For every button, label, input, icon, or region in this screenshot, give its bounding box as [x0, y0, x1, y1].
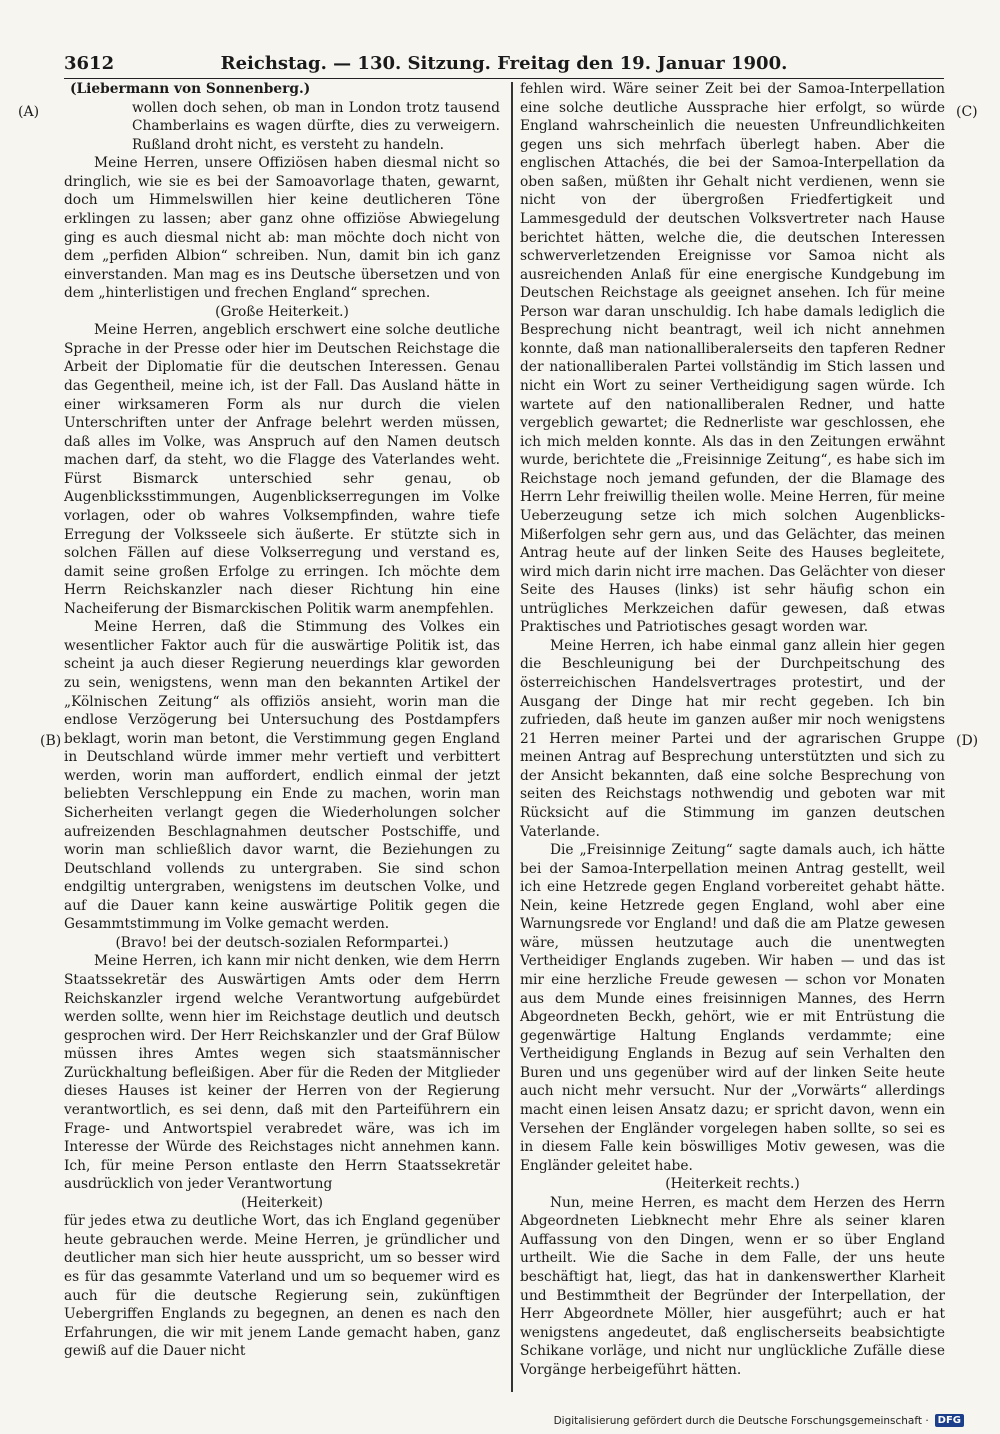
running-head: Reichstag. — 130. Sitzung. Freitag den 19. Januar 1900.	[220, 53, 788, 74]
paragraph: Meine Herren, unsere Offiziösen haben diesmal nicht so dringlich, wie sie es bei der Samoavorlage thaten, gewarnt, doch um Himmelswillen hier keine deutlicheren Töne erklingen zu lassen; aber ganz ohne offiziöse Abwiegelung ging es auch diesmal nicht ab: man möchte doch nicht von dem „perfiden Albion“ schreiben. Nun, damit bin ich ganz einverstanden. Man mag es ins Deutsche übersetzen und von dem „hinterlistigen und frechen England“ sprechen.	[64, 155, 500, 302]
paragraph: Meine Herren, angeblich erschwert eine solche deutliche Sprache in der Presse oder hier im Deutschen Reichstage die Arbeit der Diplomatie für die deutschen Interessen. Genau das Gegentheil, meine ich, ist der Fall. Das Ausland hätte in einer wirksameren Form als nur durch die vielen Unterschriften unter der Anfrage belehrt werden müssen, daß alles im Volke, was Anspruch auf den Namen deutsch machen darf, da steht, wo die Flagge des Vaterlandes weht. Fürst Bismarck unterschied sehr genau, ob Augenblicksstimmungen, Augenblickserregungen im Volke vorlagen, oder ob wahres Volksempfinden, wahre tiefe Erregung der Volksseele sich äußerte. Er stützte sich in solchen Fällen auf diese Volkserregung und verstand es, damit seine großen Erfolge zu erringen. Ich möchte dem Herrn Reichskanzler nach dieser Richtung hin eine Nacheiferung der Bismarckischen Politik warm anempfehlen.	[64, 322, 500, 617]
paragraph: Die „Freisinnige Zeitung“ sagte damals auch, ich hätte bei der Samoa-Interpellation meinen Antrag gestellt, weil ich eine Hetzrede gegen England vorbereitet gehabt hätte. Nein, keine Hetzrede gegen England, wohl aber eine Warnungsrede vor England! und daß die am Platze gewesen wäre, müssen heutzutage auch die unentwegten Vertheidiger Englands zugeben. Wir haben — und das ist mir eine herzliche Freude gewesen — schon vor Monaten aus dem Munde eines freisinnigen Mannes, des Herrn Abgeordneten Beckh, gehört, wie er mit Entrüstung die gegenwärtige Haltung Englands verdammte; eine Vertheidigung Englands in Bezug auf sein Verhalten den Buren und uns gegenüber wird auf der linken Seite heute auch nicht mehr versucht. Nur der „Vorwärts“ allerdings macht einen leisen Ansatz dazu; er spricht davon, wenn ein Versehen der Engländer vorgelegen haben sollte, so sei es in diesem Falle kein böswilliges Motiv gewesen, was die Engländer geleitet habe.	[520, 842, 945, 1174]
interjection: (Bravo! bei der deutsch-sozialen Reformpartei.)	[115, 934, 449, 951]
right-column	[520, 80, 945, 1379]
dfg-logo-icon: DFG	[935, 1414, 964, 1427]
margin-mark-b: (B)	[40, 733, 62, 749]
paragraph: Meine Herren, ich habe einmal ganz allein hier gegen die Beschleunigung bei der Durchpeitschung des österreichischen Handelsvertrages protestirt, und der Ausgang der Dinge hat mir recht gegeben. Ich bin zufrieden, daß heute im ganzen außer mir noch wenigstens 21 Herren meiner Partei und der agrarischen Gruppe meinen Antrag auf Besprechung unterstützten und sich zu der Ansicht bekannten, daß eine solche Besprechung von seiten des Reichstags nothwendig und geboten war mit Rücksicht auf die Stimmung im ganzen deutschen Vaterlande.	[520, 637, 945, 840]
margin-mark-d: (D)	[956, 733, 979, 749]
page-header	[64, 50, 944, 79]
margin-mark-c: (C)	[956, 104, 978, 120]
paragraph: fehlen wird. Wäre seiner Zeit bei der Samoa-Interpellation eine solche deutliche Aussprache hier erfolgt, so würde England wahrscheinlich die neuesten Unfreundlichkeiten gegen uns sich mehrfach überlegt haben. Aber die englischen Attachés, die bei der Samoa-Interpellation da oben saßen, müßten ihr Gehalt nicht verdienen, wenn sie nicht von der übergroßen Friedfertigkeit und Lammesgeduld der deutschen Volksvertreter nach Hause berichtet hätten, welche die, die deutschen Interessen schwerverletzenden Ereignisse vor Samoa nicht als ausreichenden Anlaß für eine energische Kundgebung im Deutschen Reichstage als geeignet ansehen. Ich für meine Person war daran unschuldig. Ich habe damals lediglich die Besprechung nicht beantragt, weil ich nicht annehmen konnte, daß man nationalliberalerseits den tapferen Redner der nationalliberalen Partei vollständig im Stich lassen und nicht ein Wort zu seiner Vertheidigung sagen würde. Ich wartete auf den nationalliberalen Redner, und hatte vergeblich gewartet; die Rednerliste war geschlossen, ehe ich mich melden konnte. Als das in den Zeitungen erwähnt wurde, berichtete die „Freisinnige Zeitung“, es habe sich im Reichstage noch jemand gefunden, der die Blamage des Herrn Lehr freiwillig theilen wolle. Meine Herren, für meine Ueberzeugung setze ich mich solchen Augenblicks-Mißerfolgen sehr gern aus, und das Gelächter, das meinen Antrag heute auf der linken Seite des Hauses begleitete, wird mich darin nicht irre machen. Das Gelächter von dieser Seite des Hauses (links) ist sehr häufig schon ein untrügliches Merkzeichen dafür gewesen, daß etwas Praktisches und Patriotisches gesagt worden war.	[520, 81, 945, 636]
page-number: 3612	[64, 53, 115, 74]
paragraph: wollen doch sehen, ob man in London trotz tausend Chamberlains es wagen dürfte, dies zu verweigern. Rußland droht nicht, es versteht zu handeln.	[132, 99, 500, 153]
speaker-label: (Liebermann von Sonnenberg.)	[70, 81, 311, 97]
column-divider	[511, 82, 513, 1392]
interjection: (Große Heiterkeit.)	[215, 303, 349, 320]
paragraph: Nun, meine Herren, es macht dem Herzen des Herrn Abgeordneten Liebknecht mehr Ehre als seiner klaren Auffassung von den Dingen, wenn er so über England urtheilt. Wie die Sache in dem Falle, der uns heute beschäftigt hat, liegt, das hat in dankenswerther Klarheit und Bestimmtheit der Begründer der Interpellation, der Herr Abgeordnete Möller, hier ausgeführt; auch er hat wenigstens angedeutet, daß englischerseits beabsichtigte Schikane vorläge, und nicht nur unglückliche Zufälle diese Vorgänge herbeigeführt hätten.	[520, 1194, 945, 1378]
paragraph: für jedes etwa zu deutliche Wort, das ich England gegenüber heute gebrauchen werde. Meine Herren, je gründlicher und deutlicher man sich hier heute ausspricht, um so besser wird es für das gesammte Vaterland und um so bequemer wird es auch für die deutsche Regierung sein, zukünftigen Uebergriffen Englands zu begegnen, an denen es nach den Erfahrungen, die wir mit jenem Lande gemacht haben, ganz gewiß auf die Dauer nicht	[64, 1213, 500, 1360]
credit-text: Digitalisierung gefördert durch die Deutsche Forschungsgemeinschaft ·	[553, 1414, 929, 1427]
interjection: (Heiterkeit rechts.)	[665, 1176, 800, 1193]
paragraph: Meine Herren, daß die Stimmung des Volkes ein wesentlicher Faktor auch für die auswärtige Politik ist, das scheint ja auch dieser Regierung neuerdings klar geworden zu sein, wenigstens, wenn man den bekannten Artikel der „Kölnischen Zeitung“ als offiziös ansieht, worin man die endlose Verzögerung bei Untersuchung des Postdampfers beklagt, worin man betont, die Verstimmung gegen England in Deutschland würde immer mehr vertieft und verbittert werden, worin man auffordert, endlich einmal der jetzt beliebten Verschleppung ein Ende zu machen, worin man Sicherheiten verlangt gegen die Wiederholungen solcher aufreizenden Beschlagnahmen deutscher Postschiffe, und worin man schließlich davor warnt, die Beziehungen zu Deutschland vollends zu untergraben. Sie sind schon endgiltig untergraben, wenigstens im deutschen Volke, und auf die Dauer kann keine auswärtige Politik gegen die Gesammtstimmung im Volke gemacht werden.	[64, 619, 500, 933]
left-column	[64, 80, 500, 1361]
margin-mark-a: (A)	[18, 104, 40, 120]
paragraph: Meine Herren, ich kann mir nicht denken, wie dem Herrn Staatssekretär des Auswärtigen Amts oder dem Herrn Reichskanzler irgend welche Verantwortung aufgebürdet werden sollte, wenn hier im Reichstage deutlich und deutsch gesprochen wird. Der Herr Reichskanzler und der Graf Bülow müssen ihres Amtes wegen sich staatsmännischer Zurückhaltung befleißigen. Aber für die Reden der Mitglieder dieses Hauses ist keiner der Herren von der Regierung verantwortlich, es sei denn, daß mit den Parteiführern ein Frage- und Antwortspiel verabredet wäre, was ich im Interesse der Würde des Reichstages nicht annehmen kann. Ich, für meine Person entlaste den Herrn Staatssekretär ausdrücklich von jeder Verantwortung	[64, 953, 500, 1193]
digitization-credit	[554, 1414, 964, 1427]
interjection: (Heiterkeit)	[241, 1194, 323, 1211]
